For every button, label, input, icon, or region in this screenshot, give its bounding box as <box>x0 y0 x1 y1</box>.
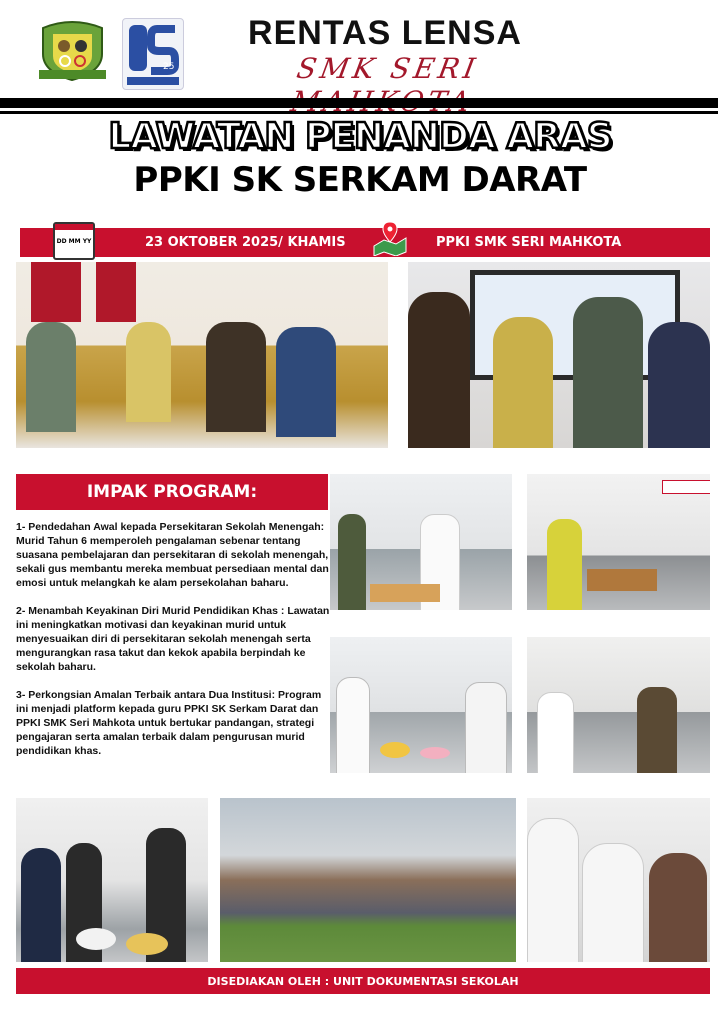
photo-meeting-room <box>16 262 388 448</box>
impak-item-title: 3- Perkongsian Amalan Terbaik antara Dua Institusi: <box>16 689 276 701</box>
impak-item <box>16 604 330 674</box>
photo-kitchen-demo-1 <box>330 474 512 610</box>
impak-item <box>16 688 330 758</box>
map-pin-icon <box>372 222 408 260</box>
impak-item-body: Program ini menjadi platform kepada guru PPKI SK Serkam Darat dan PPKI SMK Seri Mahkota untuk bertukar pandangan, strategi pengajaran serta amalan terbaik dalam pengurusan murid pendidikan khas. <box>16 689 322 757</box>
event-date: 23 OKTOBER 2025/ KHAMIS <box>145 235 346 250</box>
divider-thin <box>0 111 718 114</box>
school-crest-logo <box>35 20 110 82</box>
brand-subtitle: SMK SERI <box>294 52 482 85</box>
impak-item-body: Lawatan ini meningkatkan motivasi dan keyakinan murid untuk menyesuaikan diri di persekitaran sekolah menengah serta mengurangkan rasa takut dan kekok apabila berpindah ke sekolah baharu. <box>16 605 330 673</box>
svg-text:25: 25 <box>163 62 175 72</box>
photo-kitchen-demo-2 <box>527 474 710 610</box>
event-location: PPKI SMK SERI MAHKOTA <box>436 235 622 250</box>
impak-list <box>16 520 330 758</box>
impak-item-body: Murid Tahun 6 memperoleh pengalaman sebenar tentang suasana pembelajaran dan persekitaran di sekolah menengah, sekali gus membantu mereka membuat persediaan mental dan emosi untuk melangkah ke alam persekolahan baharu. <box>16 535 329 589</box>
brand-title: RENTAS LENSA <box>248 14 522 52</box>
calendar-icon <box>53 222 95 260</box>
event-subtitle: PPKI SK SERKAM DARAT <box>133 160 587 200</box>
photo-souvenir-presentation <box>408 262 710 448</box>
calendar-icon-text: DD MM YY <box>56 238 92 245</box>
impak-heading: IMPAK PROGRAM: <box>16 474 328 510</box>
impak-item <box>16 520 330 590</box>
divider-thick <box>0 98 718 108</box>
footer-credit: DISEDIAKAN OLEH : UNIT DOKUMENTASI SEKOLAH <box>16 968 710 994</box>
event-info-bar <box>20 228 710 257</box>
photo-group-photo <box>220 798 516 962</box>
photo-students-crafts <box>527 798 710 962</box>
impak-item-title: 1- Pendedahan Awal kepada Persekitaran Sekolah Menengah: <box>16 521 325 533</box>
photo-cake-decorating <box>330 637 512 773</box>
impak-item-title: 2- Menambah Keyakinan Diri Murid Pendidikan Khas : <box>16 605 285 617</box>
program-logo <box>122 18 184 90</box>
photo-students-cakes <box>16 798 208 962</box>
event-title: LAWATAN PENANDA ARAS <box>108 116 612 157</box>
photo-kitchen-demo-3 <box>527 637 710 773</box>
